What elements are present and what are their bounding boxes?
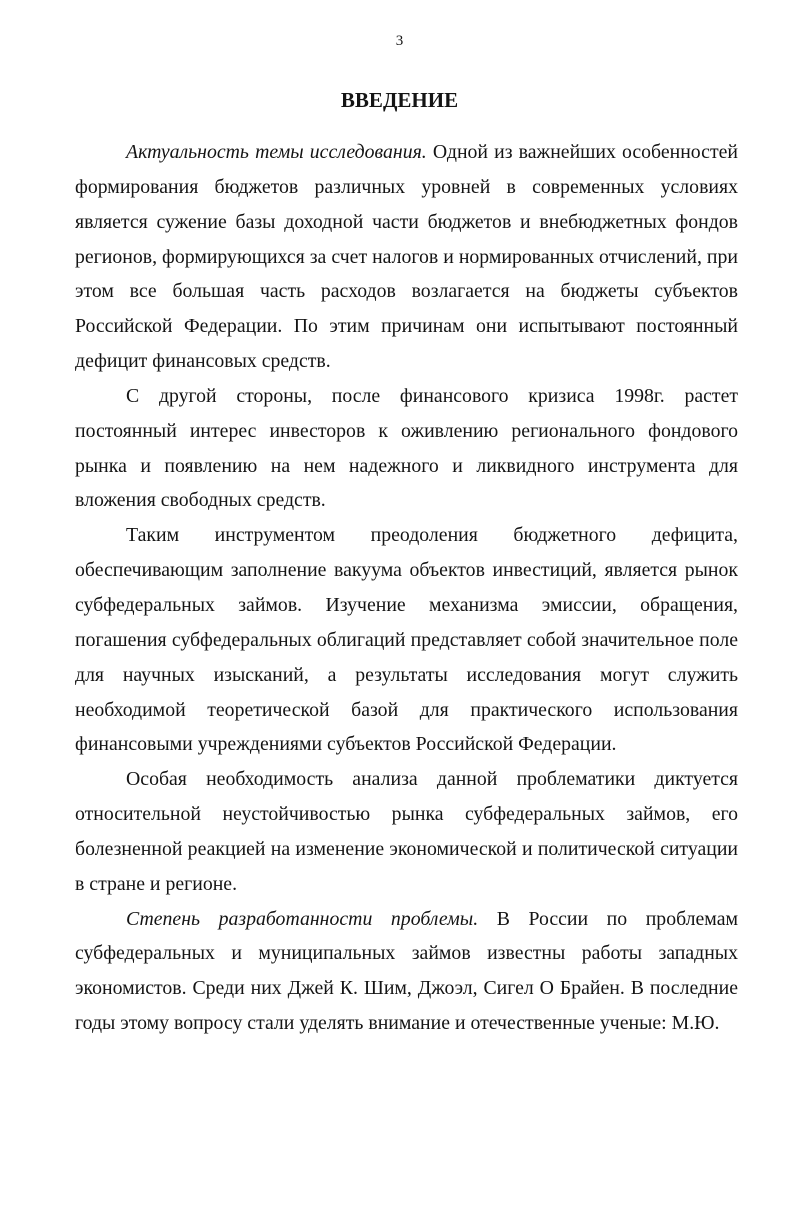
paragraph-investors: С другой стороны, после финансового кризиса 1998г. растет постоянный интерес инвесторов к оживлению регионального фондового рынка и появлению на нем надежного и ликвидного инструмента для вложения свободных средств.	[75, 384, 738, 512]
italic-lead-relevance: Актуальность темы исследования.	[126, 141, 427, 163]
section-heading: ВВЕДЕНИЕ	[340, 88, 459, 112]
paragraph-development-degree-text: В России по проблемам субфедеральных и муниципальных займов известны работы западных экономистов. Среди них Джей К. Шим, Джоэл, Сигел О Брайен. В последние годы этому вопросу стали уделять внимание и отечественные ученые: М.Ю.	[75, 907, 738, 1035]
paragraph-necessity: Особая необходимость анализа данной проблематики диктуется относительной неустойчивостью рынка субфедеральных займов, его болезненной реакцией на изменение экономической и политической ситуации в стране и регионе.	[75, 768, 738, 895]
italic-lead-development-degree: Степень разработанности проблемы.	[126, 907, 479, 930]
page-number: 3	[395, 33, 404, 49]
paragraph-relevance-text: Одной из важнейших особенностей формирования бюджетов различных уровней в современных условиях является сужение базы доходной части бюджетов и внебюджетных фондов регионов, формирующихся за счет налогов и нормированных отчислений, при этом все большая часть расходов возлагается на бюджеты субъектов Российской Федерации. По этим причинам они испытывают постоянный дефицит финансовых средств.	[75, 141, 738, 373]
paragraph-relevance	[75, 135, 738, 379]
body-text	[75, 135, 738, 1041]
paragraph-instrument: Таким инструментом преодоления бюджетного дефицита, обеспечивающим заполнение вакуума объектов инвестиций, является рынок субфедеральных займов. Изучение механизма эмиссии, обращения, погашения субфедеральных облигаций представляет собой значительное поле для научных изысканий, а результаты исследования могут служить необходимой теоретической базой для практического использования финансовыми учреждениями субъектов Российской Федерации.	[75, 524, 738, 756]
paragraph-development-degree	[75, 902, 738, 1041]
